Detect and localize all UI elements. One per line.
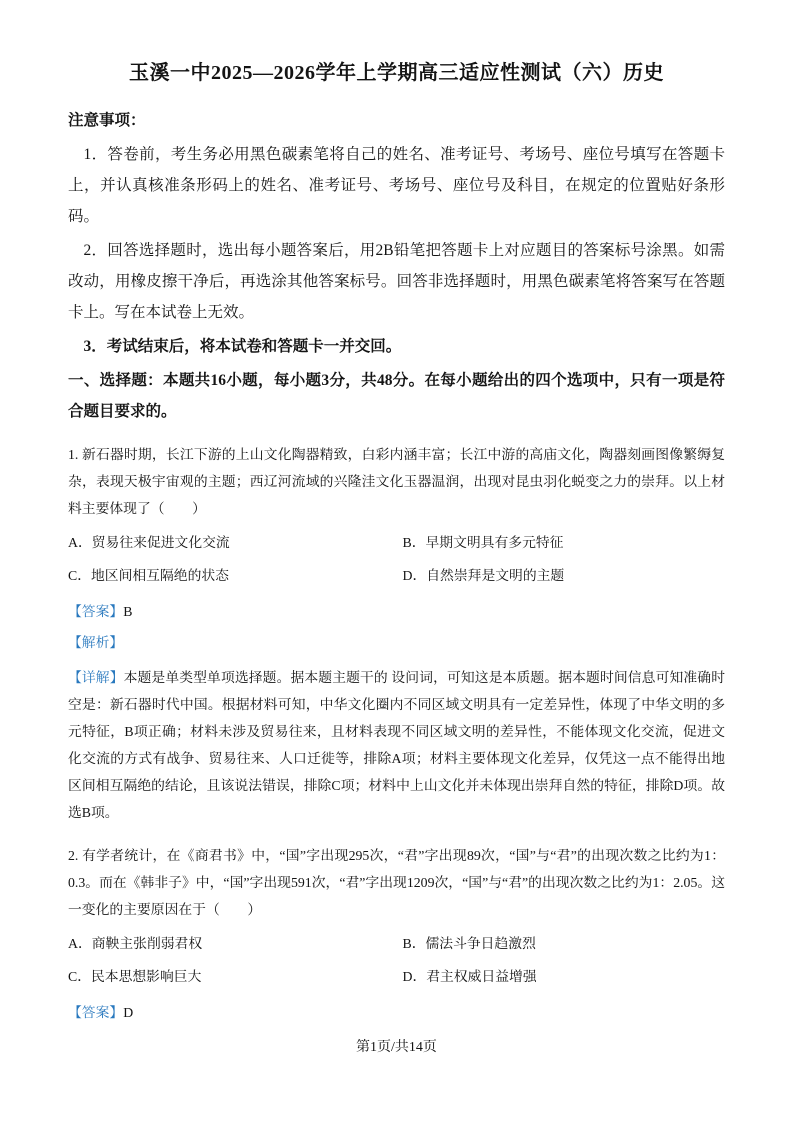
page-title: 玉溪一中2025—2026学年上学期高三适应性测试（六）历史 (129, 62, 664, 84)
question-2 (68, 842, 725, 1024)
question-1-detail-text: 本题是单类型单项选择题。据本题主题干的 设问词，可知这是本质题。据本题时间信息可知准确时空是：新石器时代中国。根据材料可知，中华文化圈内不同区域文明具有一定差异性，体现了中华文明的多元特征，B项正确；材料未涉及贸易往来，且材料表现不同区域文明的差异性，不能体现文化交流，促进文化交流的方式有战争、贸易往来、人口迁徙等，排除A项；材料主要体现文化差异，仅凭这一点不能得出地区间相互隔绝的结论，且该说法错误，排除C项；材料中上山文化并未体现出崇拜自然的特征，排除D项。故选B项。 (68, 670, 725, 820)
section-header: 一、选择题：本题共16小题，每小题3分，共48分。在每小题给出的四个选项中，只有一项是符合题目要求的。 (68, 372, 725, 420)
question-2-option-c: C．民本思想影响巨大 (68, 969, 202, 984)
question-2-stem: 2. 有学者统计，在《商君书》中，“国”字出现295次，“君”字出现89次，“国”与“君”的出现次数之比约为1：0.3。而在《韩非子》中，“国”字出现591次，“君”字出现1209次，“国”与“君”的出现次数之比约为1：2.05。这一变化的主要原因在于（ ） (68, 848, 725, 917)
question-1-option-b: B．早期文明具有多元特征 (402, 535, 564, 550)
question-1-analysis-line (68, 632, 725, 654)
question-1-option-a: A．贸易往来促进文化交流 (68, 535, 230, 550)
question-1-answer-value: B (123, 604, 133, 619)
notice-item-1: 1．答卷前，考生务必用黑色碳素笔将自己的姓名、准考证号、考场号、座位号填写在答题卡上，并认真核准条形码上的姓名、准考证号、考场号、座位号及科目，在规定的位置贴好条形码。 (68, 146, 725, 225)
question-1-option-d: D．自然崇拜是文明的主题 (402, 568, 565, 583)
question-1-stem: 1. 新石器时期，长江下游的上山文化陶器精致，白彩内涵丰富；长江中游的高庙文化，陶器刻画图像繁缛复杂，表现天极宇宙观的主题；西辽河流域的兴隆洼文化玉器温润，出现对昆虫羽化蜕变之力的崇拜。以上材料主要体现了（ ） (68, 447, 725, 516)
question-1 (68, 441, 725, 826)
question-1-answer-line (68, 601, 725, 623)
question-1-detail (68, 664, 725, 826)
question-2-option-b: B．儒法斗争日趋激烈 (402, 936, 536, 951)
question-2-options (68, 927, 725, 993)
question-2-answer-value: D (123, 1005, 134, 1020)
question-1-option-c: C．地区间相互隔绝的状态 (68, 568, 229, 583)
notice-item-2: 2．回答选择题时，选出每小题答案后，用2B铅笔把答题卡上对应题目的答案标号涂黑。如需改动，用橡皮擦干净后，再选涂其他答案标号。回答非选择题时，用黑色碳素笔将答案写在答题卡上。写在本试卷上无效。 (68, 242, 725, 321)
question-1-options (68, 526, 725, 592)
question-2-answer-line (68, 1002, 725, 1024)
question-2-answer-label: 【答案】 (68, 1005, 124, 1020)
question-1-analysis-label: 【解析】 (68, 635, 124, 650)
question-1-answer-label: 【答案】 (68, 604, 124, 619)
question-1-detail-label: 【详解】 (68, 670, 124, 685)
notice-item-3: 3．考试结束后，将本试卷和答题卡一并交回。 (83, 338, 402, 355)
question-2-option-d: D．君主权威日益增强 (402, 969, 537, 984)
notice-header: 注意事项： (68, 112, 146, 129)
question-2-option-a: A．商鞅主张削弱君权 (68, 936, 203, 951)
page-footer: 第1页/共14页 (356, 1040, 437, 1055)
